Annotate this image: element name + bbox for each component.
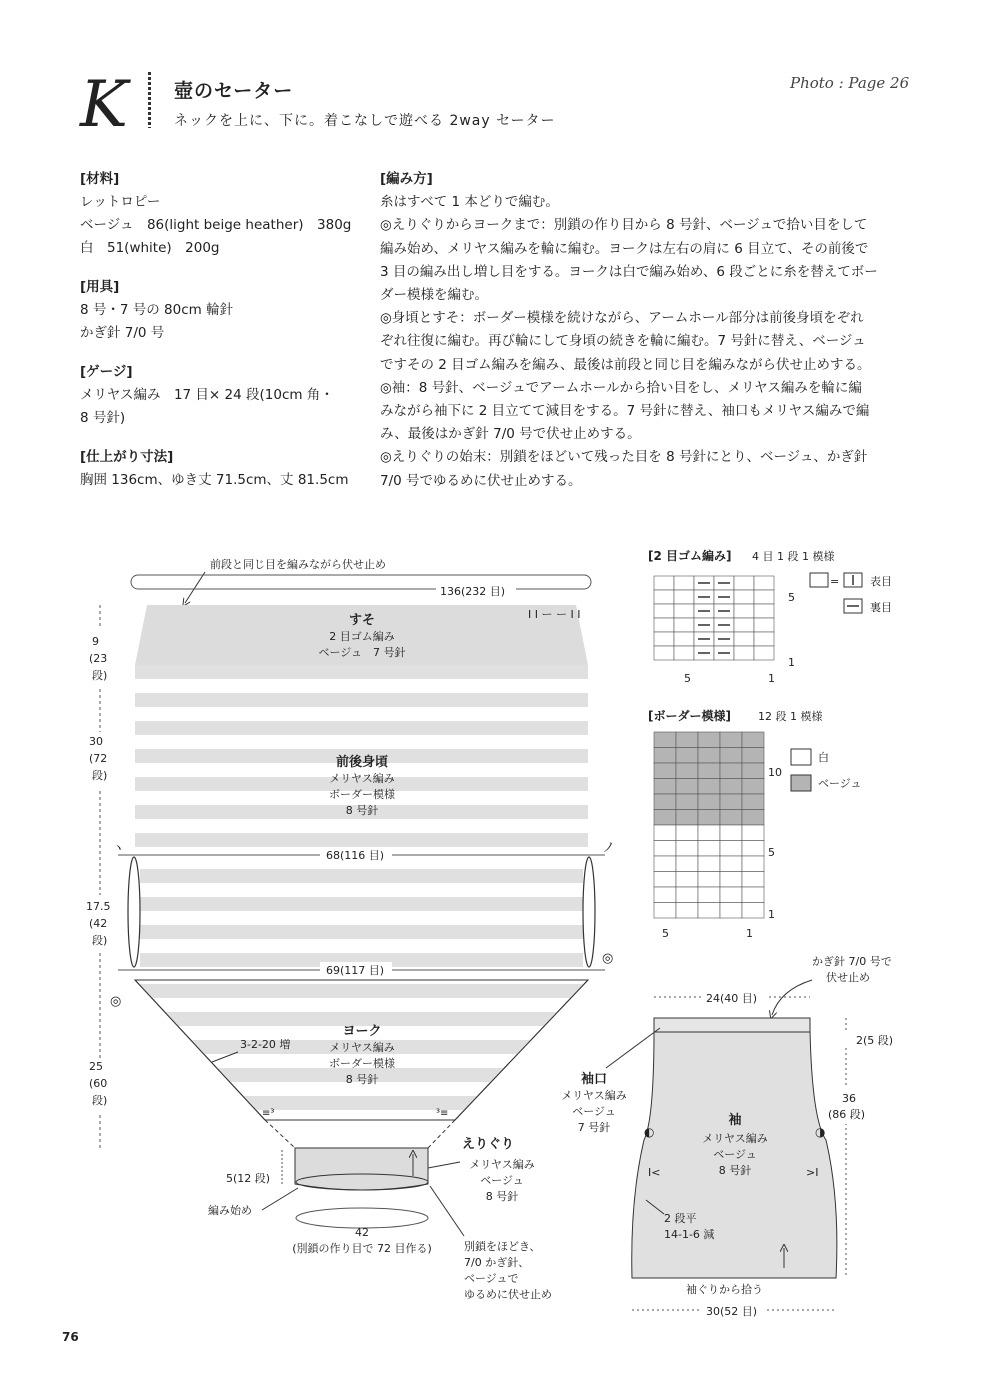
rib-cell: [654, 618, 674, 632]
rib-cell: [674, 604, 694, 618]
method-line: 糸はすべて 1 本どりで編む。: [380, 194, 559, 211]
border-chart-title: [ボーダー模様]: [648, 709, 731, 723]
border-cell: [676, 779, 698, 795]
border-cell: [720, 841, 742, 857]
rib-cell: [654, 632, 674, 646]
legend-empty-box: [810, 573, 828, 587]
sleeve-cuff: [654, 1018, 810, 1032]
border-cell: [720, 810, 742, 826]
decrease-symbol-left: I<: [648, 1166, 661, 1179]
border-cell: [654, 887, 676, 903]
legend-purl-label: 裏目: [870, 601, 892, 614]
border-cell: [742, 887, 764, 903]
materials-heading: [材料]: [80, 171, 120, 187]
border-cell: [676, 856, 698, 872]
border-cell: [720, 748, 742, 764]
border-cell: [742, 794, 764, 810]
sleeve-label-color: ベージュ: [713, 1148, 757, 1161]
materials-line: 白 51(white) 200g: [80, 240, 220, 256]
rib-chart-repeat: 4 目 1 段 1 模様: [752, 550, 835, 563]
finished-size-heading: [仕上がり寸法]: [80, 449, 174, 465]
border-cell: [676, 825, 698, 841]
rib-cell: [734, 646, 754, 660]
pickup-label: 袖ぐりから拾う: [686, 1283, 763, 1296]
rib-cell: [754, 576, 774, 590]
neck-label-stitch: メリヤス編み: [469, 1158, 535, 1171]
sleeve-label-needle: 8 号針: [718, 1164, 752, 1177]
gauge-line: メリヤス編み 17 目× 24 段(10cm 角・: [80, 387, 334, 403]
rib-cell: [654, 604, 674, 618]
tools-line: 8 号・7 号の 80cm 輪針: [80, 302, 234, 318]
photo-reference: Photo : Page 26: [790, 74, 910, 92]
border-cell: [742, 856, 764, 872]
yoke-width-label: 69(117 目): [326, 964, 385, 977]
border-row-10: 10: [768, 766, 782, 779]
yoke-label-title: ヨーク: [342, 1024, 382, 1039]
cuff-width-label: 24(40 目): [706, 992, 758, 1005]
rib-cell: [754, 646, 774, 660]
materials-line: ベージュ 86(light beige heather) 380g: [80, 217, 352, 233]
neck-finish-3: ベージュで: [464, 1272, 519, 1285]
start-symbol-left: ◎: [110, 994, 122, 1009]
pattern-letter-mark: K: [80, 68, 128, 142]
hem-height-1: 9: [92, 635, 99, 648]
rib-col-5: 5: [684, 672, 691, 685]
border-cell: [698, 856, 720, 872]
body-diagram: [82, 557, 615, 1301]
rib-cell: [674, 618, 694, 632]
border-cell: [676, 763, 698, 779]
border-cell: [698, 748, 720, 764]
yoke-height-3: 段): [92, 1094, 108, 1107]
border-cell: [654, 810, 676, 826]
rib-cell: [654, 646, 674, 660]
cast-on-oval: [296, 1208, 428, 1228]
border-cell: [676, 732, 698, 748]
arm-height-1: 17.5: [86, 900, 111, 913]
method-heading: [編み方]: [380, 171, 433, 187]
legend-white-label: 白: [818, 751, 829, 764]
arm-height-2: (42: [89, 917, 108, 930]
rib-row-5: 5: [788, 591, 795, 604]
border-cell: [742, 872, 764, 888]
border-cell: [698, 794, 720, 810]
border-cell: [654, 903, 676, 919]
body-label-title: 前後身頃: [335, 755, 389, 770]
rib-cell: [654, 576, 674, 590]
armhole-left: [128, 857, 140, 967]
method-line: 3 目の編み出し増し目をする。ヨークは白で編み始め、6 段ごとに糸を替えてボー: [380, 263, 878, 280]
hem-height-2: (23: [89, 652, 108, 665]
hem-label-stitch: 2 目ゴム編み: [329, 630, 395, 643]
rib-cell: [734, 576, 754, 590]
rib-cell: [734, 618, 754, 632]
border-cell: [698, 779, 720, 795]
neck-finish-1: 別鎖をほどき、: [464, 1240, 541, 1253]
border-cell: [720, 794, 742, 810]
border-cell: [654, 732, 676, 748]
neck-label-title: えりぐり: [461, 1137, 515, 1152]
sleeve-label-stitch: メリヤス編み: [702, 1132, 768, 1145]
yoke-increase-label: 3-2-20 増: [240, 1038, 291, 1051]
body-height-2: (72: [89, 752, 108, 765]
method-line: ですその 2 目ゴム編みを編み、最後は前段と同じ目を編みながら伏せ止めする。: [380, 356, 871, 373]
armhole-stripe: [140, 925, 583, 939]
sleeve-bind-off-1: かぎ針 7/0 号で: [812, 955, 892, 968]
armhole-mark-right: ノ: [602, 841, 616, 856]
border-cell: [654, 841, 676, 857]
body-label-stitch: メリヤス編み: [329, 772, 395, 785]
border-cell: [720, 732, 742, 748]
bind-off-note: 前段と同じ目を編みながら伏せ止め: [210, 558, 386, 571]
border-cell: [654, 763, 676, 779]
body-stripe: [135, 721, 588, 735]
body-stripe: [135, 833, 588, 847]
armhole-stripes: [140, 869, 583, 967]
decrease-label-1: 2 段平: [664, 1212, 697, 1225]
neck-finish-2: 7/0 かぎ針、: [464, 1256, 530, 1269]
border-row-5: 5: [768, 846, 775, 859]
border-cell: [720, 779, 742, 795]
method-line: み、最後はかぎ針 7/0 号で伏せ止めする。: [380, 426, 641, 443]
border-col-5: 5: [662, 927, 669, 940]
border-cell: [676, 903, 698, 919]
arm-height-3: 段): [92, 934, 108, 947]
body-label-needle: 8 号針: [345, 804, 379, 817]
armhole-stripe: [140, 869, 583, 883]
method-line: ◎えりぐりの始末：別鎖をほどいて残った目を 8 号針にとり、ベージュ、かぎ針: [380, 449, 868, 466]
rib-cell: [674, 590, 694, 604]
sleeve-mark-right: ◑: [815, 1125, 826, 1139]
yoke-height-1: 25: [89, 1060, 103, 1073]
border-cell: [698, 841, 720, 857]
armhole-right: [583, 857, 595, 967]
method-line: ◎えりぐりからヨークまで：別鎖の作り目から 8 号針、ベージュで拾い目をして: [380, 217, 868, 234]
yoke-stripe: [139, 984, 584, 998]
neckband: [295, 1148, 428, 1190]
rib-cell: [734, 590, 754, 604]
border-cell: [742, 779, 764, 795]
finished-size-line: 胸囲 136cm、ゆき丈 71.5cm、丈 81.5cm: [80, 472, 349, 488]
rib-cell: [674, 646, 694, 660]
sleeve-diagram: [561, 954, 904, 1318]
armhole-stripe: [140, 897, 583, 911]
rib-cell: [754, 604, 774, 618]
border-cell: [698, 732, 720, 748]
body-height-3: 段): [92, 769, 108, 782]
border-cell: [720, 763, 742, 779]
rib-cell: [734, 604, 754, 618]
sleeve-height-1: 36: [842, 1092, 856, 1105]
armhole-mark-left: ヽ: [112, 841, 126, 856]
cuff-label-stitch: メリヤス編み: [561, 1089, 627, 1102]
border-cell: [742, 748, 764, 764]
border-cell: [654, 748, 676, 764]
rib-cell: [754, 618, 774, 632]
rib-row-1: 1: [788, 656, 795, 669]
border-cell: [676, 794, 698, 810]
border-cell: [720, 856, 742, 872]
border-cell: [698, 763, 720, 779]
border-cell: [698, 810, 720, 826]
sleeve-bottom-width-label: 30(52 目): [706, 1305, 758, 1318]
decrease-label-2: 14-1-6 減: [664, 1228, 715, 1241]
border-cell: [742, 810, 764, 826]
method-line: ダー模様を編む。: [380, 287, 488, 304]
materials-line: レットロピー: [80, 194, 161, 210]
rib-chart-title: [2 目ゴム編み]: [648, 549, 732, 563]
border-cell: [720, 825, 742, 841]
border-cell: [720, 887, 742, 903]
border-cell: [742, 825, 764, 841]
legend-white-box: [791, 749, 811, 765]
yoke-label-stitch: メリヤス編み: [329, 1041, 395, 1054]
hem-width-dimension: [131, 575, 591, 589]
border-cell: [742, 903, 764, 919]
rib-cell: [674, 632, 694, 646]
body-label-pattern: ボーダー模様: [329, 788, 395, 801]
border-cell: [654, 856, 676, 872]
neck-finish-4: ゆるめに伏せ止め: [464, 1288, 552, 1301]
legend-beige-box: [791, 775, 811, 791]
border-row-1: 1: [768, 908, 775, 921]
neck-guide-right: [428, 1120, 455, 1148]
tools-heading: [用具]: [80, 279, 120, 295]
method-line: ぞれ往復に編む。再び輪にして身頃の続きを輪に編む。7 号針に替え、ベージュ: [380, 333, 866, 350]
sleeve-mark-left: ◐: [644, 1125, 655, 1139]
rib-cell: [734, 632, 754, 646]
method-line: 編み始め、メリヤス編みを輪に編む。ヨークは左右の肩に 6 目立て、その前後で: [380, 240, 869, 257]
bind-off-arrow: [185, 572, 205, 603]
start-symbol-right: ◎: [602, 951, 614, 966]
page-number: 76: [62, 1330, 79, 1344]
start-note: 編み始め: [208, 1204, 252, 1217]
page-subtitle: ネックを上に、下に。着こなしで遊べる 2way セーター: [174, 113, 556, 129]
legend-equals: =: [830, 575, 840, 588]
neck-label-color: ベージュ: [480, 1174, 524, 1187]
increase-symbol-left: ≡³: [262, 1108, 275, 1119]
rib-cell: [674, 576, 694, 590]
hem-width-label: 136(232 目): [440, 585, 506, 598]
rib-chart: [648, 548, 892, 685]
legend-beige-label: ベージュ: [818, 777, 862, 790]
rib-grid: [654, 576, 774, 660]
border-col-1: 1: [746, 927, 753, 940]
rib-cell: [754, 632, 774, 646]
border-cell: [720, 872, 742, 888]
decrease-symbol-right: >I: [806, 1166, 819, 1179]
gauge-line: 8 号針): [80, 410, 126, 426]
border-cell: [654, 794, 676, 810]
neck-height-label: 5(12 段): [226, 1172, 271, 1185]
border-cell: [676, 748, 698, 764]
method-line: ◎身頃とすそ：ボーダー模様を続けながら、アームホール部分は前後身頃をぞれ: [380, 310, 864, 327]
border-cell: [698, 887, 720, 903]
page-title: 壺のセーター: [174, 80, 294, 102]
yoke-height-2: (60: [89, 1077, 108, 1090]
cuff-height-label: 2(5 段): [856, 1034, 894, 1047]
sleeve-label-title: 袖: [728, 1113, 742, 1128]
border-cell: [742, 763, 764, 779]
tools-line: かぎ針 7/0 号: [80, 325, 165, 341]
cuff-label-title: 袖口: [580, 1072, 608, 1087]
cuff-label-color: ベージュ: [572, 1105, 616, 1118]
rib-cell: [754, 590, 774, 604]
method-line: 7/0 号でゆるめに伏せ止めする。: [380, 472, 582, 489]
border-cell: [676, 887, 698, 903]
border-cell: [654, 779, 676, 795]
border-grid: [654, 732, 764, 918]
border-chart-repeat: 12 段 1 模様: [758, 710, 823, 723]
neck-circ-label: 42: [355, 1226, 369, 1239]
rib-col-1: 1: [768, 672, 775, 685]
increase-symbol-right: ³≡: [436, 1108, 449, 1119]
yoke-label-needle: 8 号針: [345, 1073, 379, 1086]
border-cell: [676, 841, 698, 857]
neck-label-needle: 8 号針: [485, 1190, 519, 1203]
method-line: みながら袖下に 2 目立てて減目をする。7 号針に替え、袖口もメリヤス編みで編: [380, 403, 870, 420]
border-cell: [742, 732, 764, 748]
border-cell: [698, 825, 720, 841]
border-chart: [648, 708, 862, 940]
cuff-label-needle: 7 号針: [577, 1121, 611, 1134]
neck-guide-left: [265, 1120, 295, 1148]
border-cell: [742, 841, 764, 857]
border-cell: [698, 872, 720, 888]
sleeve-bind-off-2: 伏せ止め: [826, 971, 870, 984]
body-width-label: 68(116 目): [326, 849, 385, 862]
body-stripe: [135, 665, 588, 679]
neck-cast-on-note: (別鎖の作り目で 72 目作る): [292, 1242, 432, 1255]
border-cell: [654, 825, 676, 841]
border-cell: [654, 872, 676, 888]
hem-label-title: すそ: [348, 613, 376, 628]
sleeve-height-2: (86 段): [828, 1108, 866, 1121]
border-cell: [676, 872, 698, 888]
border-cell: [698, 903, 720, 919]
yoke-label-pattern: ボーダー模様: [329, 1057, 395, 1070]
hem-label-needle: ベージュ 7 号針: [318, 646, 406, 659]
gauge-heading: [ゲージ]: [80, 364, 133, 380]
body-height-1: 30: [89, 735, 103, 748]
rib-cell: [654, 590, 674, 604]
hem-symbol: I I ー ー I I: [528, 608, 581, 621]
method-line: ◎袖：8 号針、ベージュでアームホールから拾い目をし、メリヤス編みを輪に編: [380, 379, 862, 396]
border-cell: [676, 810, 698, 826]
hem-height-3: 段): [92, 669, 108, 682]
body-stripe: [135, 693, 588, 707]
border-cell: [720, 903, 742, 919]
legend-knit-label: 表目: [870, 575, 892, 588]
